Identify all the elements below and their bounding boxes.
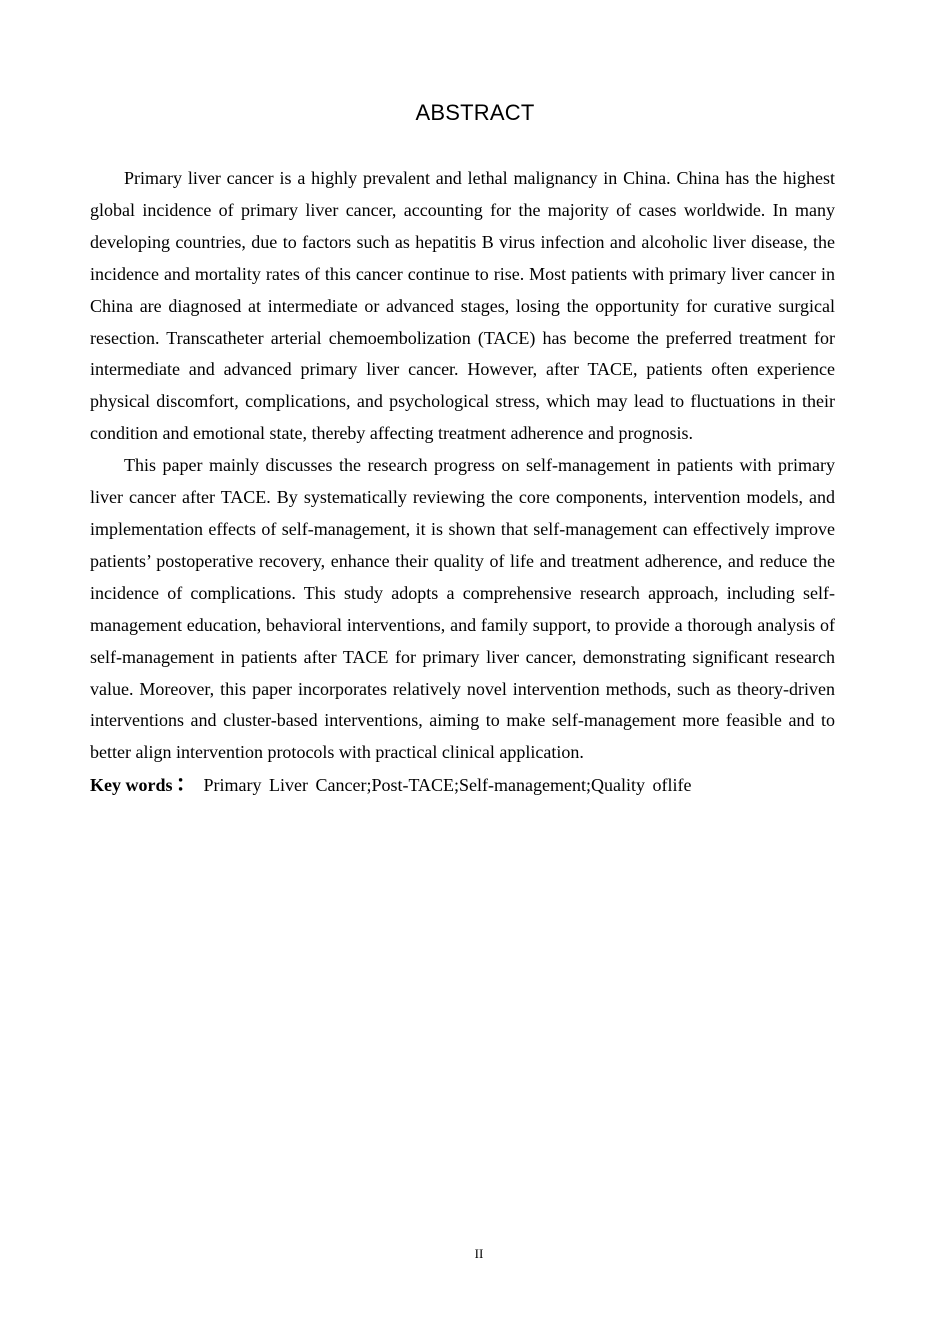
abstract-paragraph-1: Primary liver cancer is a highly prevalent and lethal malignancy in China. China has the highest global incidence of primary liver cancer, accounting for the majority of cases worldwide. In many developing countries, due to factors such as hepatitis B virus infection and alcoholic liver disease, the incidence and mortality rates of this cancer continue to rise. Most patients with primary liver cancer in China are diagnosed at intermediate or advanced stages, losing the opportunity for curative surgical resection. Transcatheter arterial chemoembolization (TACE) has become the preferred treatment for intermediate and advanced primary liver cancer. However, after TACE, patients often experience physical discomfort, complications, and psychological stress, which may lead to fluctuations in their condition and emotional state, thereby affecting treatment adherence and prognosis.: [90, 168, 835, 444]
keywords-separator: ：: [175, 771, 198, 797]
page-number: II: [474, 1246, 484, 1261]
keywords-label: Key words: [90, 775, 173, 796]
abstract-paragraph-2: This paper mainly discusses the research progress on self-management in patients with primary liver cancer after TACE. By systematically reviewing the core components, intervention models, and implementation effects of self-management, it is shown that self-management can effectively improve patients’ postoperative recovery, enhance their quality of life and treatment adherence, and reduce the incidence of complications. This study adopts a comprehensive research approach, including self-management education, behavioral interventions, and family support, to provide a thorough analysis of self-management in patients after TACE for primary liver cancer, demonstrating significant research value. Moreover, this paper incorporates relatively novel intervention methods, such as theory-driven interventions and cluster-based interventions, aiming to make self-management more feasible and to better align intervention protocols with practical clinical application.: [90, 455, 835, 763]
keywords-line: [90, 769, 835, 800]
abstract-title: ABSTRACT: [415, 100, 535, 125]
abstract-body: [90, 163, 835, 800]
keywords-values: Primary Liver Cancer;Post-TACE;Self-management;Quality oflife: [203, 775, 692, 796]
